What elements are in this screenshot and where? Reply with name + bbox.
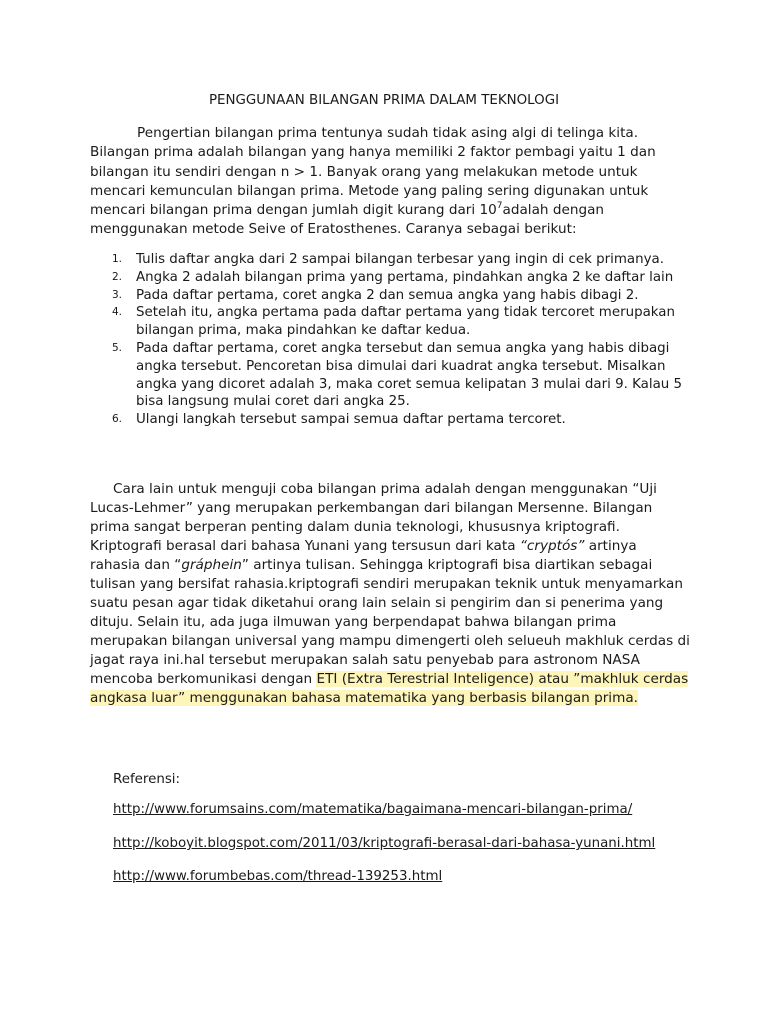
list-item-text: Angka 2 adalah bilangan prima yang pertama, pindahkan angka 2 ke daftar lain [136, 269, 674, 285]
reference-link-forumbebas[interactable]: http://www.forumbebas.com/thread-139253.html [113, 869, 443, 884]
list-number: 5. [112, 341, 123, 354]
highlighted-text: ETI (Extra Terestrial Inteligence) atau ”makhluk cerdas angkasa luar” menggunakan bahasa matematika yang berbasis bilangan prima. [90, 671, 689, 706]
list-number: 4. [112, 306, 123, 319]
list-item [90, 269, 690, 287]
list-number: 6. [112, 413, 123, 426]
list-item-text: Tulis daftar angka dari 2 sampai bilangan terbesar yang ingin di cek primanya. [136, 252, 664, 267]
list-item-text: Pada daftar pertama, coret angka tersebut dan semua angka yang habis dibagi angka tersebut. Pencoretan bisa dimulai dari kuadrat angka tersebut. Misalkan angka yang dicoret adalah 3, maka coret semua kelipatan 3 mulai dari 9. Kalau 5 bisa langsung mulai coret dari angka 25. [136, 340, 683, 410]
paragraph-text: artinya rahasia dan “ [90, 538, 637, 573]
reference-link-forumsains[interactable]: http://www.forumsains.com/matematika/bagaimana-mencari-bilangan-prima/ [113, 802, 633, 817]
exponent: 7 [496, 200, 503, 211]
paragraph-text: ” artinya tulisan. Sehingga kriptografi bisa diartikan sebagai tulisan yang bersifat rahasia.kriptografi sendiri merupakan teknik untuk menyamarkan suatu pesan agar tidak diketahui orang lain selain si pengirim dan si penerima yang dituju. Selain itu, ada juga ilmuwan yang berpendapat bahwa bilangan prima merupakan bilangan universal yang mampu dimengerti oleh selueuh makhluk cerdas di jagat raya ini.hal tersebut merupakan salah satu penyebab para astronom NASA mencoba berkomunikasi dengan [90, 557, 690, 687]
italic-term-cryptos: “cryptós” [519, 538, 585, 554]
intro-text-end: adalah dengan menggunakan metode Seive of Eratosthenes. Caranya sebagai berikut: [90, 202, 605, 238]
list-number: 1. [112, 253, 123, 265]
paragraph-text: Cara lain untuk menguji coba bilangan prima adalah dengan menggunakan “Uji Lucas-Lehmer” yang merupakan perkembangan dari bilangan Mersenne. Bilangan prima sangat berperan penting dalam dunia teknologi, khususnya kriptografi. Kriptografi berasal dari bahasa Yunani yang tersusun dari kata [90, 481, 657, 554]
intro-paragraph [90, 124, 690, 240]
italic-term-graphein: gráphein [181, 557, 242, 573]
list-number: 3. [112, 288, 123, 301]
document-title: PENGGUNAAN BILANGAN PRIMA DALAM TEKNOLOGI [208, 93, 560, 108]
list-item-text: Ulangi langkah tersebut sampai semua daftar pertama tercoret. [136, 412, 566, 428]
list-item [90, 251, 690, 269]
list-item-text: Pada daftar pertama, coret angka 2 dan semua angka yang habis dibagi 2. [136, 287, 639, 303]
list-item [90, 411, 690, 429]
reference-link-koboyit[interactable]: http://koboyit.blogspot.com/2011/03/kriptografi-berasal-dari-bahasa-yunani.html [113, 836, 656, 851]
references-title: Referensi: [113, 772, 181, 787]
list-item [90, 287, 690, 305]
list-item-text: Setelah itu, angka pertama pada daftar pertama yang tidak tercoret merupakan bilangan prima, maka pindahkan ke daftar kedua. [136, 305, 675, 339]
list-number: 2. [112, 270, 123, 283]
cryptography-paragraph [90, 480, 690, 708]
list-item [90, 340, 690, 411]
list-item [90, 304, 690, 340]
sieve-steps-list [90, 251, 690, 429]
intro-text: Pengertian bilangan prima tentunya sudah tidak asing algi di telinga kita. Bilangan prima adalah bilangan yang hanya memiliki 2 faktor pembagi yaitu 1 dan bilangan itu sendiri dengan n > 1. Banyak orang yang melakukan metode untuk mencari kemunculan bilangan prima. Metode yang paling sering digunakan untuk mencari bilangan prima dengan jumlah digit kurang dari 10 [90, 125, 656, 219]
